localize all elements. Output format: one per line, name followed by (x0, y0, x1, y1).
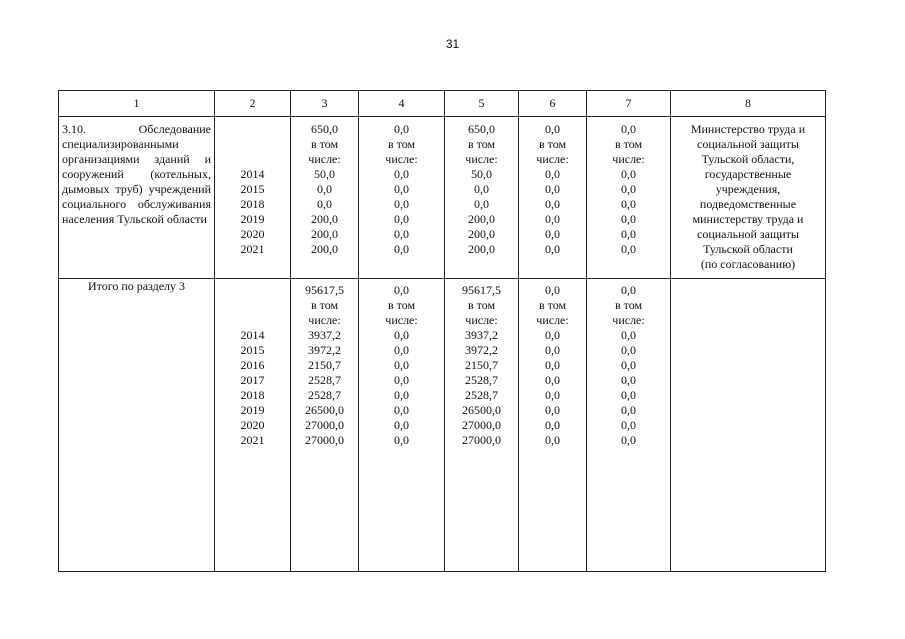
cell-line: числе: (612, 152, 645, 166)
table-row (59, 117, 826, 279)
cell-line: 0,0 (394, 433, 409, 447)
cell-line: в том (538, 137, 567, 151)
cell-line: числе: (308, 152, 341, 166)
table-row (59, 279, 826, 572)
column-header: 8 (671, 91, 826, 117)
column-header: 4 (359, 91, 445, 117)
cell-line: (по согласованию) (700, 257, 796, 271)
cell-line: 0,0 (394, 242, 409, 256)
cell-line: 0,0 (394, 403, 409, 417)
cell-line: 2528,7 (465, 388, 498, 402)
cell-line: 0,0 (545, 197, 560, 211)
page-number: 31 (445, 37, 460, 51)
cell-line: 0,0 (621, 388, 636, 402)
cell-line: 2021 (240, 433, 265, 447)
cell-line: 0,0 (545, 283, 560, 297)
cell-line (215, 283, 290, 298)
cell-line: в том (387, 298, 416, 312)
cell-line: числе: (536, 152, 569, 166)
cell-line: Тульской области, (701, 152, 795, 166)
cell-line: 0,0 (621, 418, 636, 432)
years-cell (215, 279, 291, 572)
activity-description-cell (59, 117, 215, 279)
cell-line: числе: (385, 313, 418, 327)
cell-line: в том (538, 298, 567, 312)
cell-line (215, 313, 290, 328)
cell-line: 2150,7 (465, 358, 498, 372)
cell-line: 200,0 (311, 227, 338, 241)
cell-line: 0,0 (621, 182, 636, 196)
cell-line: 2528,7 (308, 373, 341, 387)
cell-line: 2016 (240, 358, 265, 372)
cell-line (215, 122, 290, 137)
cell-line: 95617,5 (462, 283, 501, 297)
cell-line: 200,0 (468, 212, 495, 226)
cell-line: 0,0 (621, 167, 636, 181)
cell-line: 0,0 (394, 343, 409, 357)
amount-cell (359, 117, 445, 279)
cell-line: 2015 (240, 182, 265, 196)
total-amount-cell (291, 117, 359, 279)
cell-line: 2020 (240, 418, 265, 432)
cell-line: 0,0 (545, 122, 560, 136)
amount-cell (519, 117, 587, 279)
cell-line: 200,0 (311, 242, 338, 256)
cell-line: в том (310, 137, 339, 151)
cell-line: 0,0 (394, 212, 409, 226)
cell-line: государственные (704, 167, 792, 181)
cell-line: 0,0 (621, 343, 636, 357)
cell-line: 0,0 (545, 433, 560, 447)
cell-line: 0,0 (621, 403, 636, 417)
cell-line: в том (387, 137, 416, 151)
cell-line: 0,0 (621, 212, 636, 226)
program-table (58, 90, 826, 572)
cell-line: 0,0 (545, 358, 560, 372)
cell-line: в том (467, 298, 496, 312)
cell-line: 0,0 (394, 197, 409, 211)
column-header: 7 (587, 91, 671, 117)
cell-line: 0,0 (545, 418, 560, 432)
cell-line: 0,0 (545, 182, 560, 196)
cell-line: 0,0 (474, 182, 489, 196)
cell-line: в том (614, 137, 643, 151)
cell-line: числе: (385, 152, 418, 166)
amount-cell (587, 279, 671, 572)
cell-line: 0,0 (545, 388, 560, 402)
amount-cell (445, 117, 519, 279)
cell-line: 27000,0 (305, 418, 344, 432)
cell-line: социальной защиты (697, 227, 799, 241)
cell-line: 200,0 (311, 212, 338, 226)
cell-line: 0,0 (394, 167, 409, 181)
cell-line: 0,0 (621, 197, 636, 211)
cell-line: 0,0 (474, 197, 489, 211)
cell-line: 0,0 (394, 358, 409, 372)
cell-line: 650,0 (468, 122, 495, 136)
cell-line: числе: (465, 152, 498, 166)
column-header: 6 (519, 91, 587, 117)
cell-line: 200,0 (468, 242, 495, 256)
cell-line: 0,0 (621, 227, 636, 241)
cell-line: 0,0 (545, 373, 560, 387)
cell-line: 2019 (240, 212, 265, 226)
cell-line: 2019 (240, 403, 265, 417)
cell-line: числе: (612, 313, 645, 327)
cell-line: 3972,2 (465, 343, 498, 357)
cell-line: 0,0 (621, 122, 636, 136)
responsible-executor-cell (671, 117, 826, 279)
cell-line: подведомственные (699, 197, 797, 211)
cell-line: Министерство труда и (690, 122, 806, 136)
cell-line: министерству труда и (692, 212, 804, 226)
cell-line: 50,0 (471, 167, 492, 181)
cell-line: 2021 (240, 242, 265, 256)
cell-line: числе: (308, 313, 341, 327)
cell-line (215, 137, 290, 152)
cell-line: числе: (536, 313, 569, 327)
column-header: 1 (59, 91, 215, 117)
cell-line: 0,0 (394, 227, 409, 241)
cell-line: 2014 (240, 328, 265, 342)
cell-line: 2017 (240, 373, 265, 387)
cell-line: числе: (465, 313, 498, 327)
column-header: 5 (445, 91, 519, 117)
activity-description: 3.10. Обследование специализированными организациями зданий и сооружений (котельных, дымовых труб) учреждений социального обслуживания населения Тульской области (62, 122, 211, 226)
cell-line: 0,0 (545, 343, 560, 357)
cell-line: 95617,5 (305, 283, 344, 297)
cell-line: учреждения, (715, 182, 781, 196)
cell-line: 0,0 (394, 328, 409, 342)
cell-line: 0,0 (621, 242, 636, 256)
cell-line: 0,0 (621, 328, 636, 342)
cell-line: 0,0 (394, 122, 409, 136)
cell-line: 0,0 (621, 358, 636, 372)
responsible-executor-cell (671, 279, 826, 572)
cell-line: в том (467, 137, 496, 151)
cell-line: 27000,0 (305, 433, 344, 447)
cell-line: 0,0 (545, 227, 560, 241)
cell-line: 3937,2 (308, 328, 341, 342)
cell-line: 200,0 (468, 227, 495, 241)
cell-line: 2015 (240, 343, 265, 357)
column-header: 3 (291, 91, 359, 117)
cell-line: 0,0 (621, 433, 636, 447)
column-header: 2 (215, 91, 291, 117)
cell-line: 650,0 (311, 122, 338, 136)
amount-cell (445, 279, 519, 572)
cell-line: 26500,0 (462, 403, 501, 417)
header-row (59, 91, 826, 117)
cell-line: в том (614, 298, 643, 312)
cell-line: 0,0 (394, 418, 409, 432)
cell-line: 0,0 (317, 197, 332, 211)
cell-line: 26500,0 (305, 403, 344, 417)
cell-line: 0,0 (545, 242, 560, 256)
cell-line: 27000,0 (462, 418, 501, 432)
cell-line: 0,0 (394, 182, 409, 196)
cell-line: Тульской области (703, 242, 793, 256)
cell-line: 0,0 (394, 388, 409, 402)
cell-line: 2014 (240, 167, 265, 181)
cell-line: 3937,2 (465, 328, 498, 342)
cell-line: 27000,0 (462, 433, 501, 447)
years-cell (215, 117, 291, 279)
cell-line: 50,0 (314, 167, 335, 181)
section-total-label: Итого по разделу 3 (59, 279, 215, 572)
amount-cell (359, 279, 445, 572)
cell-line: 0,0 (545, 212, 560, 226)
cell-line: 0,0 (621, 373, 636, 387)
cell-line: 0,0 (317, 182, 332, 196)
cell-line: социальной защиты (697, 137, 799, 151)
cell-line: 0,0 (621, 283, 636, 297)
cell-line: 2528,7 (465, 373, 498, 387)
cell-line: в том (310, 298, 339, 312)
cell-line (215, 298, 290, 313)
amount-cell (519, 279, 587, 572)
cell-line: 2150,7 (308, 358, 341, 372)
cell-line: 0,0 (394, 283, 409, 297)
cell-line (215, 152, 290, 167)
cell-line: 3972,2 (308, 343, 341, 357)
cell-line: 2018 (240, 197, 265, 211)
total-amount-cell (291, 279, 359, 572)
cell-line: 2018 (240, 388, 265, 402)
cell-line: 0,0 (545, 328, 560, 342)
cell-line: 0,0 (545, 167, 560, 181)
amount-cell (587, 117, 671, 279)
cell-line: 2020 (240, 227, 265, 241)
cell-line: 0,0 (545, 403, 560, 417)
cell-line: 2528,7 (308, 388, 341, 402)
cell-line: 0,0 (394, 373, 409, 387)
